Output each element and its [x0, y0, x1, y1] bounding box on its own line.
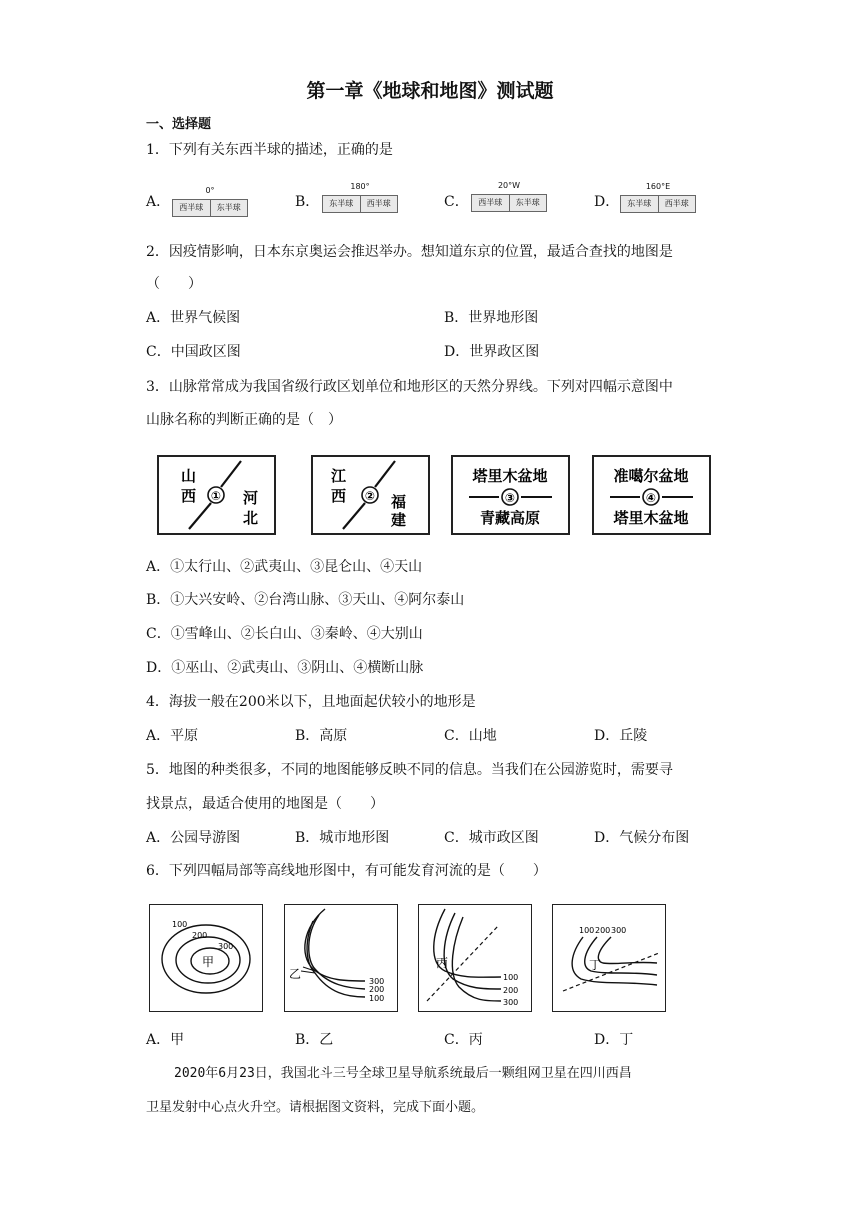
- q5-option-b: B．城市地形图: [295, 830, 390, 846]
- meridian-label: 0°: [205, 186, 215, 195]
- contour-label: 300: [369, 977, 385, 986]
- q4-option-c: C．山地: [444, 728, 497, 744]
- q2-option-c: C．中国政区图: [146, 344, 241, 360]
- passage-line-1: 2020年6月23日，我国北斗三号全球卫星导航系统最后一颗组网卫星在四川西昌: [174, 1066, 632, 1081]
- region-label: 塔里木盆地: [613, 509, 689, 527]
- q1-option-d-label: D．: [594, 194, 620, 210]
- question-5-stem-line1: 5．地图的种类很多，不同的地图能够反映不同的信息。当我们在公园游览时，需要寻: [146, 762, 673, 778]
- province-label: 山: [181, 467, 197, 485]
- region-label: 塔里木盆地: [472, 467, 548, 485]
- contour-label: 100: [369, 994, 385, 1003]
- hemisphere-right: 东半球: [216, 203, 241, 212]
- hemisphere-left: 东半球: [323, 196, 361, 212]
- mountain-map-2: [311, 455, 430, 535]
- q3-option-c: C．①雪峰山、②长白山、③秦岭、④大别山: [146, 626, 423, 642]
- province-label: 西: [181, 487, 197, 505]
- q1-option-b-diagram: [322, 182, 398, 216]
- contour-label: 200: [595, 926, 611, 935]
- question-2-stem: 2．因疫情影响，日本东京奥运会推迟举办。想知道东京的位置，最适合查找的地图是: [146, 244, 673, 260]
- contour-map-ding: [552, 904, 666, 1012]
- question-1-stem: 1．下列有关东西半球的描述，正确的是: [146, 142, 393, 158]
- q5-option-d: D．气候分布图: [594, 830, 690, 846]
- mountain-number: ②: [364, 489, 376, 503]
- contour-label: 300: [218, 942, 234, 951]
- q6-option-d: D．丁: [594, 1032, 634, 1048]
- meridian-label: 20°W: [497, 181, 521, 190]
- place-label: 甲: [202, 955, 215, 969]
- q6-option-a: A．甲: [146, 1032, 185, 1048]
- question-3-stem-line2: 山脉名称的判断正确的是（ ）: [146, 412, 342, 428]
- contour-map-yi: [284, 904, 398, 1012]
- province-label: 福: [391, 493, 407, 511]
- passage-line-2: 卫星发射中心点火升空。请根据图文资料，完成下面小题。: [146, 1100, 485, 1115]
- hemisphere-right: 东半球: [515, 198, 540, 207]
- contour-label: 300: [611, 926, 627, 935]
- mountain-number: ④: [645, 491, 657, 505]
- question-3-stem-line1: 3．山脉常常成为我国省级行政区划单位和地形区的天然分界线。下列对四幅示意图中: [146, 379, 673, 395]
- q2-option-a: A．世界气候图: [146, 310, 241, 326]
- hemisphere-left: 西半球: [472, 195, 510, 211]
- q6-option-b: B．乙: [295, 1032, 334, 1048]
- place-label: 丁: [589, 958, 602, 972]
- q4-option-d: D．丘陵: [594, 728, 648, 744]
- q6-option-c: C．丙: [444, 1032, 483, 1048]
- q2-option-b: B．世界地形图: [444, 310, 539, 326]
- contour-label: 200: [503, 986, 519, 995]
- q1-option-b-label: B．: [295, 194, 320, 210]
- question-5-stem-line2: 找景点，最适合使用的地图是（ ）: [146, 796, 384, 812]
- province-label: 北: [243, 509, 259, 527]
- q5-option-c: C．城市政区图: [444, 830, 539, 846]
- question-4-stem: 4．海拔一般在200米以下，且地面起伏较小的地形是: [146, 694, 476, 710]
- mountain-map-1: [157, 455, 276, 535]
- province-label: 建: [391, 511, 407, 529]
- contour-label: 300: [503, 998, 519, 1007]
- q3-option-d: D．①巫山、②武夷山、③阴山、④横断山脉: [146, 660, 424, 676]
- contour-label: 200: [369, 985, 385, 994]
- section-heading: 一、选择题: [146, 117, 212, 132]
- q1-option-d-diagram: [620, 182, 696, 216]
- mountain-number: ③: [504, 491, 516, 505]
- contour-label: 200: [192, 931, 208, 940]
- place-label: 乙: [289, 967, 302, 981]
- hemisphere-right: 西半球: [366, 199, 391, 208]
- q3-option-b: B．①大兴安岭、②台湾山脉、③天山、④阿尔泰山: [146, 592, 465, 608]
- contour-map-bing: [418, 904, 532, 1012]
- question-6-stem: 6．下列四幅局部等高线地形图中，有可能发育河流的是（ ）: [146, 863, 547, 879]
- hemisphere-left: 西半球: [173, 200, 211, 216]
- province-label: 西: [331, 487, 347, 505]
- page-title: 第一章《地球和地图》测试题: [306, 80, 554, 102]
- mountain-map-3: [451, 455, 570, 535]
- contour-label: 100: [503, 973, 519, 982]
- q2-option-d: D．世界政区图: [444, 344, 540, 360]
- region-label: 青藏高原: [479, 509, 541, 527]
- place-label: 丙: [436, 956, 449, 970]
- region-label: 准噶尔盆地: [613, 467, 689, 485]
- province-label: 江: [331, 467, 347, 485]
- question-2-paren: （ ）: [146, 276, 202, 292]
- mountain-number: ①: [210, 489, 222, 503]
- mountain-map-4: [592, 455, 711, 535]
- q1-option-c-diagram: [471, 181, 547, 215]
- meridian-label: 160°E: [645, 182, 671, 191]
- contour-label: 100: [172, 920, 188, 929]
- q3-option-a: A．①太行山、②武夷山、③昆仑山、④天山: [146, 559, 423, 575]
- meridian-label: 180°: [350, 182, 370, 191]
- province-label: 河: [243, 489, 259, 507]
- hemisphere-left: 东半球: [621, 196, 659, 212]
- q1-option-a-diagram: [172, 186, 248, 220]
- q1-option-a-label: A．: [146, 194, 171, 210]
- q4-option-b: B．高原: [295, 728, 348, 744]
- q4-option-a: A．平原: [146, 728, 199, 744]
- q5-option-a: A．公园导游图: [146, 830, 241, 846]
- contour-label: 100: [579, 926, 595, 935]
- hemisphere-right: 西半球: [664, 199, 689, 208]
- contour-map-jia: [149, 904, 263, 1012]
- q1-option-c-label: C．: [444, 194, 469, 210]
